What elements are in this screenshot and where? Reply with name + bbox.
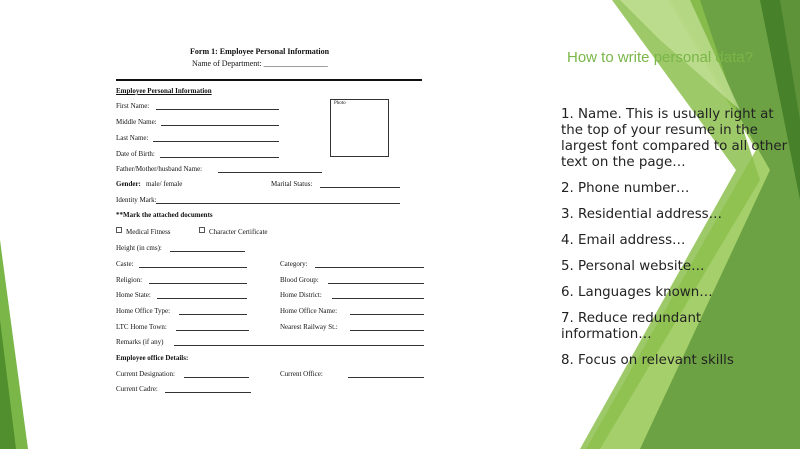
ltc-home-town-line (176, 330, 249, 331)
blood-group-label: Blood Group: (280, 276, 319, 284)
documents-heading: **Mark the attached documents (116, 211, 213, 219)
home-office-type-line (179, 314, 247, 315)
marital-status-label: Marital Status: (271, 180, 313, 188)
list-item: 7. Reduce redundant information… (561, 311, 702, 342)
date-of-birth-label: Date of Birth: (116, 150, 155, 158)
religion-label: Religion: (116, 276, 143, 284)
medical-fitness-checkbox (116, 227, 122, 233)
guardian-name-line (218, 172, 322, 173)
caste-label: Caste: (116, 260, 134, 268)
religion-line (149, 283, 247, 284)
first-name-line (156, 109, 279, 110)
height-line (170, 251, 245, 252)
current-designation-label: Current Designation: (116, 370, 175, 378)
form-title: Form 1: Employee Personal Information (190, 47, 330, 56)
character-certificate-label: Character Certificate (209, 228, 268, 236)
form-divider (116, 79, 422, 81)
home-office-name-label: Home Office Name: (280, 307, 338, 315)
points-list (561, 107, 791, 379)
slide-subtitle: How to write personal data? (567, 49, 753, 66)
ltc-home-town-label: LTC Home Town: (116, 323, 167, 331)
gender-label: Gender: (116, 180, 141, 188)
height-label: Height (in cms): (116, 244, 162, 252)
character-certificate-checkbox (199, 227, 205, 233)
identity-mark-label: Identity Mark: (116, 196, 157, 204)
last-name-label: Last Name: (116, 134, 149, 142)
blood-group-line (328, 283, 424, 284)
nearest-railway-line (350, 330, 424, 331)
form-section-heading: Employee Personal Information (116, 87, 212, 95)
gender-options: male/ female (146, 180, 183, 188)
home-state-label: Home State: (116, 291, 151, 299)
nearest-railway-label: Nearest Railway St.: (280, 323, 338, 331)
current-cadre-line (165, 392, 251, 393)
office-details-heading: Employee office Details: (116, 354, 189, 362)
list-item: 5. Personal website… (561, 259, 705, 274)
home-office-name-line (350, 314, 424, 315)
category-label: Category: (280, 260, 308, 268)
home-state-line (157, 298, 247, 299)
caste-line (139, 267, 247, 268)
list-item: 2. Phone number… (561, 181, 690, 196)
current-office-line (348, 377, 424, 378)
middle-name-label: Middle Name: (116, 118, 157, 126)
medical-fitness-label: Medical Fitness (126, 228, 171, 236)
list-item: 8. Focus on relevant skills (561, 353, 734, 368)
photo-box (330, 99, 389, 157)
employee-form-image (66, 18, 454, 418)
list-item: 6. Languages known… (561, 285, 713, 300)
middle-name-line (161, 125, 279, 126)
remarks-label: Remarks (if any) (116, 338, 164, 346)
home-district-label: Home District: (280, 291, 322, 299)
remarks-line (174, 345, 424, 346)
current-cadre-label: Current Cadre: (116, 385, 158, 393)
home-office-type-label: Home Office Type: (116, 307, 171, 315)
form-department: Name of Department: ________________ (192, 59, 328, 68)
last-name-line (153, 141, 279, 142)
list-item: 4. Email address… (561, 233, 686, 248)
list-item: 1. Name. This is usually right at the top of your resume in the largest font compared to all other text on the page… (561, 107, 788, 170)
photo-label: Photo (334, 101, 346, 106)
current-office-label: Current Office: (280, 370, 323, 378)
category-line (315, 267, 424, 268)
identity-mark-line (156, 203, 400, 204)
list-item: 3. Residential address… (561, 207, 723, 222)
marital-status-line (320, 187, 400, 188)
first-name-label: First Name: (116, 102, 150, 110)
guardian-name-label: Father/Mother/husband Name: (116, 165, 203, 173)
home-district-line (332, 298, 424, 299)
date-of-birth-line (160, 157, 279, 158)
current-designation-line (184, 377, 249, 378)
